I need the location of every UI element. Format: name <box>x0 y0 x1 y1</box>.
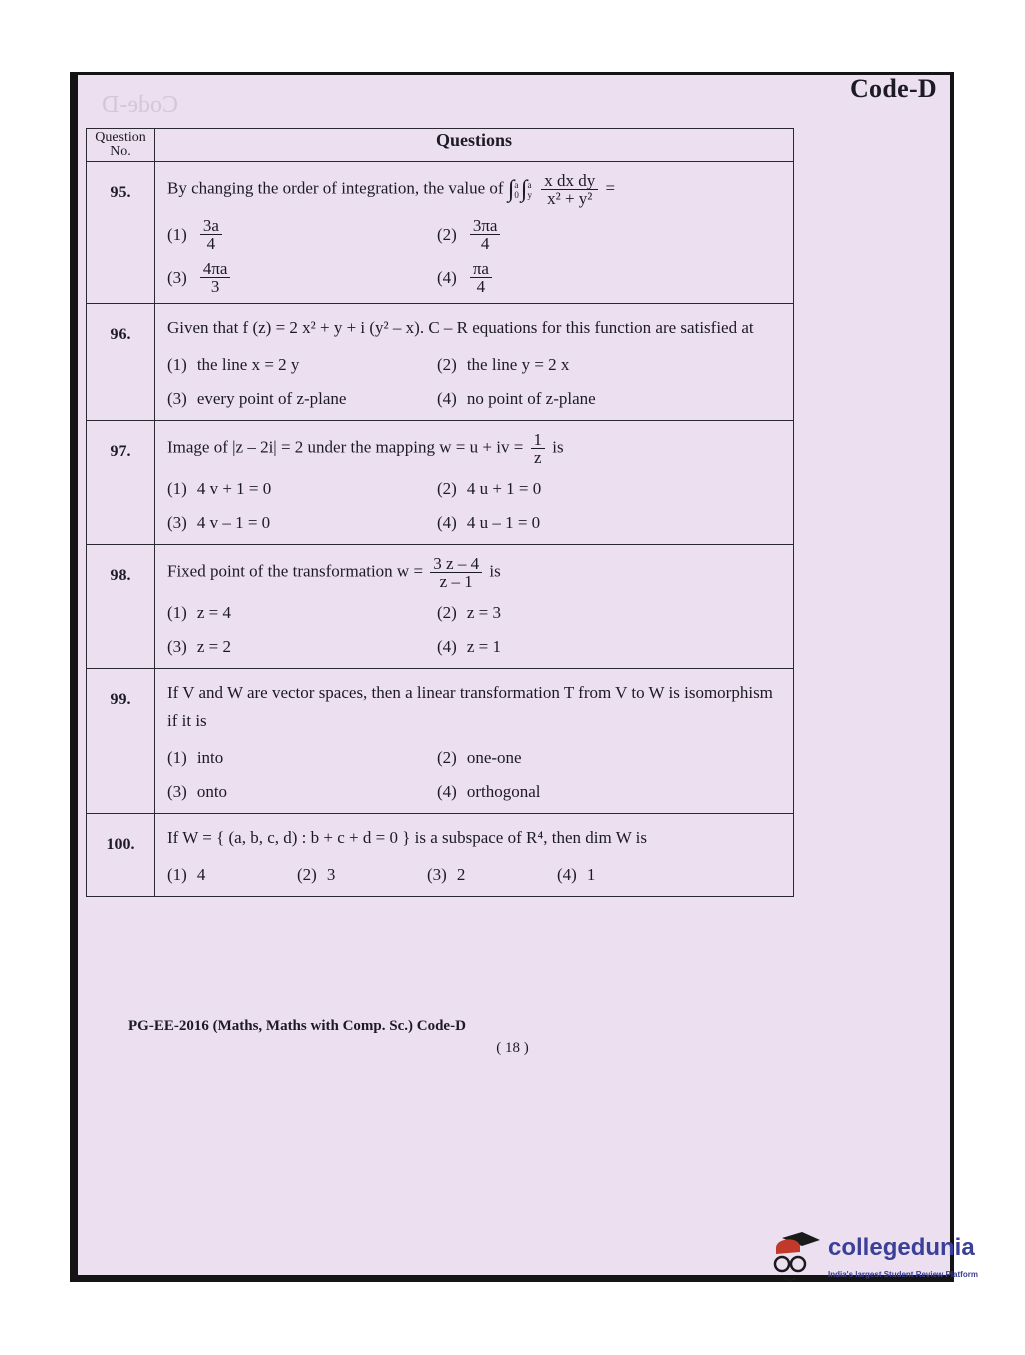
option: (2) 4 u + 1 = 0 <box>437 479 542 498</box>
bleed-through-code: Code-D <box>102 92 178 118</box>
paper-code-footer: PG-EE-2016 (Maths, Maths with Comp. Sc.) Code-D <box>128 1018 466 1034</box>
option: (4) z = 1 <box>437 637 501 656</box>
question-text: If V and W are vector spaces, then a linear transformation T from V to W is isomorphism if it is <box>167 683 773 730</box>
question-body <box>155 304 794 421</box>
option: (4) 4 u – 1 = 0 <box>437 513 541 532</box>
question-table <box>86 128 794 897</box>
option: (3) 4 v – 1 = 0 <box>167 513 271 532</box>
logo-tagline: India's largest Student Review Platform <box>828 1270 978 1279</box>
table-header-row <box>87 129 794 162</box>
option: (2) one-one <box>437 748 522 767</box>
question-body <box>155 814 794 897</box>
question-number: 100. <box>87 814 155 897</box>
option: (4) no point of z-plane <box>437 389 596 408</box>
option: (1) 4 v + 1 = 0 <box>167 479 272 498</box>
question-number: 96. <box>87 304 155 421</box>
option: (4) 1 <box>557 865 596 884</box>
question-body <box>155 162 794 304</box>
column-header-no: Question No. <box>87 129 155 162</box>
question-text: By changing the order of integration, the value of ∫ a 0 ∫ a y $\frac{\text{x dx dy}}{\text{x² + y²}}$ = <box>167 171 616 208</box>
option: (4) $\frac{\pi a}{4}$ <box>437 260 781 295</box>
question-text: If W = { (a, b, c, d) : b + c + d = 0 } is a subspace of R⁴, then dim W is <box>167 828 648 847</box>
option: (1) the line x = 2 y <box>167 355 300 374</box>
option: (2) z = 3 <box>437 603 501 622</box>
page-number: ( 18 ) <box>496 1040 529 1056</box>
options-list <box>167 476 781 536</box>
option: (2) 3 <box>297 865 336 884</box>
page-code: Code-D <box>849 74 937 103</box>
question-number: 97. <box>87 421 155 545</box>
mapping-fraction: $\frac{1}{z}$ <box>531 431 546 466</box>
option: (1) z = 4 <box>167 603 231 622</box>
integrand-fraction: $\frac{\text{x dx dy}}{\text{x² + y²}}$ <box>541 172 598 207</box>
option: (2) $\frac{3\pi a}{4}$ <box>437 217 781 252</box>
integral-sign: ∫ <box>520 176 528 203</box>
option: (3) every point of z-plane <box>167 389 347 408</box>
options-list <box>167 862 781 888</box>
question-text: Fixed point of the transformation w = $\frac{3 z - 4}{z - 1}$ is <box>167 554 501 591</box>
question-body <box>155 669 794 814</box>
options-list <box>167 352 781 412</box>
option: (3) $\frac{4\pi a}{3}$ <box>167 260 437 295</box>
collegedunia-logo <box>768 1228 998 1298</box>
option: (3) onto <box>167 782 228 801</box>
question-text: Image of |z – 2i| = 2 under the mapping w = u + iv = $\frac{1}{z}$ is <box>167 430 564 467</box>
option: (3) 2 <box>427 865 466 884</box>
column-header-questions: Questions <box>155 129 794 162</box>
question-text: Given that f (z) = 2 x² + y + i (y² – x). C – R equations for this function are satisfied at <box>167 318 754 337</box>
question-number: 95. <box>87 162 155 304</box>
options-list <box>167 745 781 805</box>
logo-wordmark: collegedunia <box>828 1234 975 1261</box>
student-mascot-icon <box>768 1228 822 1288</box>
question-row <box>87 669 794 814</box>
transformation-fraction: $\frac{3 z - 4}{z - 1}$ <box>430 555 482 590</box>
question-number: 98. <box>87 545 155 669</box>
options-list <box>167 600 781 660</box>
question-body <box>155 545 794 669</box>
option: (1) into <box>167 748 224 767</box>
option: (3) z = 2 <box>167 637 231 656</box>
option: (1) $\frac{3a}{4}$ <box>167 217 437 252</box>
option: (1) 4 <box>167 865 206 884</box>
question-number: 99. <box>87 669 155 814</box>
question-row <box>87 304 794 421</box>
question-row <box>87 421 794 545</box>
option: (2) the line y = 2 x <box>437 355 570 374</box>
options-list <box>167 217 781 295</box>
integral-sign: ∫ <box>507 176 515 203</box>
option: (4) orthogonal <box>437 782 541 801</box>
question-row <box>87 162 794 304</box>
question-row <box>87 545 794 669</box>
question-row <box>87 814 794 897</box>
question-body <box>155 421 794 545</box>
